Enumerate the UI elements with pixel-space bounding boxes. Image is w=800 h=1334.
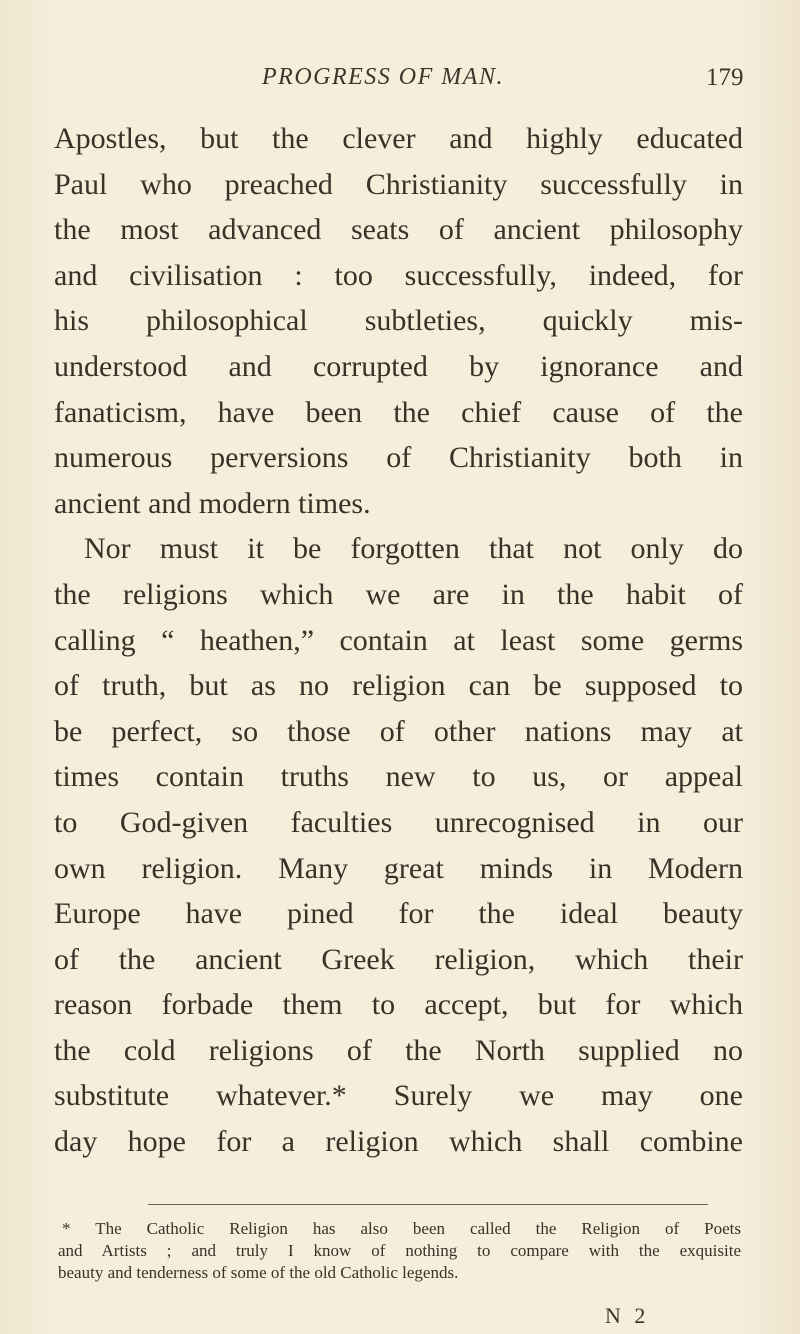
text-line: understood and corrupted by ignorance and	[54, 349, 743, 383]
footnote-line: * The Catholic Religion has also been called the Religion of Poets	[62, 1219, 741, 1238]
signature-mark: N 2	[605, 1303, 650, 1328]
text-line: reason forbade them to accept, but for which	[54, 988, 743, 1022]
footnote	[58, 1218, 741, 1284]
text-line: day hope for a religion which shall combine	[54, 1125, 743, 1159]
footnote-line: beauty and tenderness of some of the old Catholic legends.	[58, 1263, 459, 1282]
text-line: Paul who preached Christianity successfully in	[54, 167, 743, 201]
text-line: of the ancient Greek religion, which their	[54, 942, 743, 976]
text-line: Apostles, but the clever and highly educated	[54, 122, 743, 155]
running-title: PROGRESS OF MAN.	[262, 64, 504, 90]
footnote-line: and Artists ; and truly I know of nothing to compare with the exquisite	[58, 1241, 741, 1260]
text-line: the cold religions of the North supplied no	[54, 1033, 743, 1067]
running-head	[0, 64, 800, 104]
text-line: fanaticism, have been the chief cause of the	[54, 395, 743, 429]
body-text	[54, 116, 743, 1165]
text-line: his philosophical subtleties, quickly mis-	[54, 304, 743, 338]
footnote-divider	[148, 1204, 708, 1205]
text-line: numerous perversions of Christianity both in	[54, 441, 743, 475]
text-line: Europe have pined for the ideal beauty	[54, 897, 743, 931]
text-line: the religions which we are in the habit of	[54, 577, 743, 611]
text-line: calling “ heathen,” contain at least some germs	[54, 623, 743, 657]
text-line: the most advanced seats of ancient philosophy	[54, 213, 743, 247]
text-line: to God-given faculties unrecognised in our	[54, 805, 743, 839]
text-line: times contain truths new to us, or appeal	[54, 760, 743, 794]
page-number: 179	[706, 64, 744, 91]
text-line: Nor must it be forgotten that not only do	[84, 532, 743, 566]
text-line: ancient and modern times.	[54, 486, 371, 520]
text-line: be perfect, so those of other nations may at	[54, 714, 743, 748]
text-line: substitute whatever.* Surely we may one	[54, 1079, 743, 1113]
text-line: own religion. Many great minds in Modern	[54, 851, 743, 885]
text-line: and civilisation : too successfully, indeed, for	[54, 258, 743, 292]
text-line: of truth, but as no religion can be supposed to	[54, 669, 743, 703]
